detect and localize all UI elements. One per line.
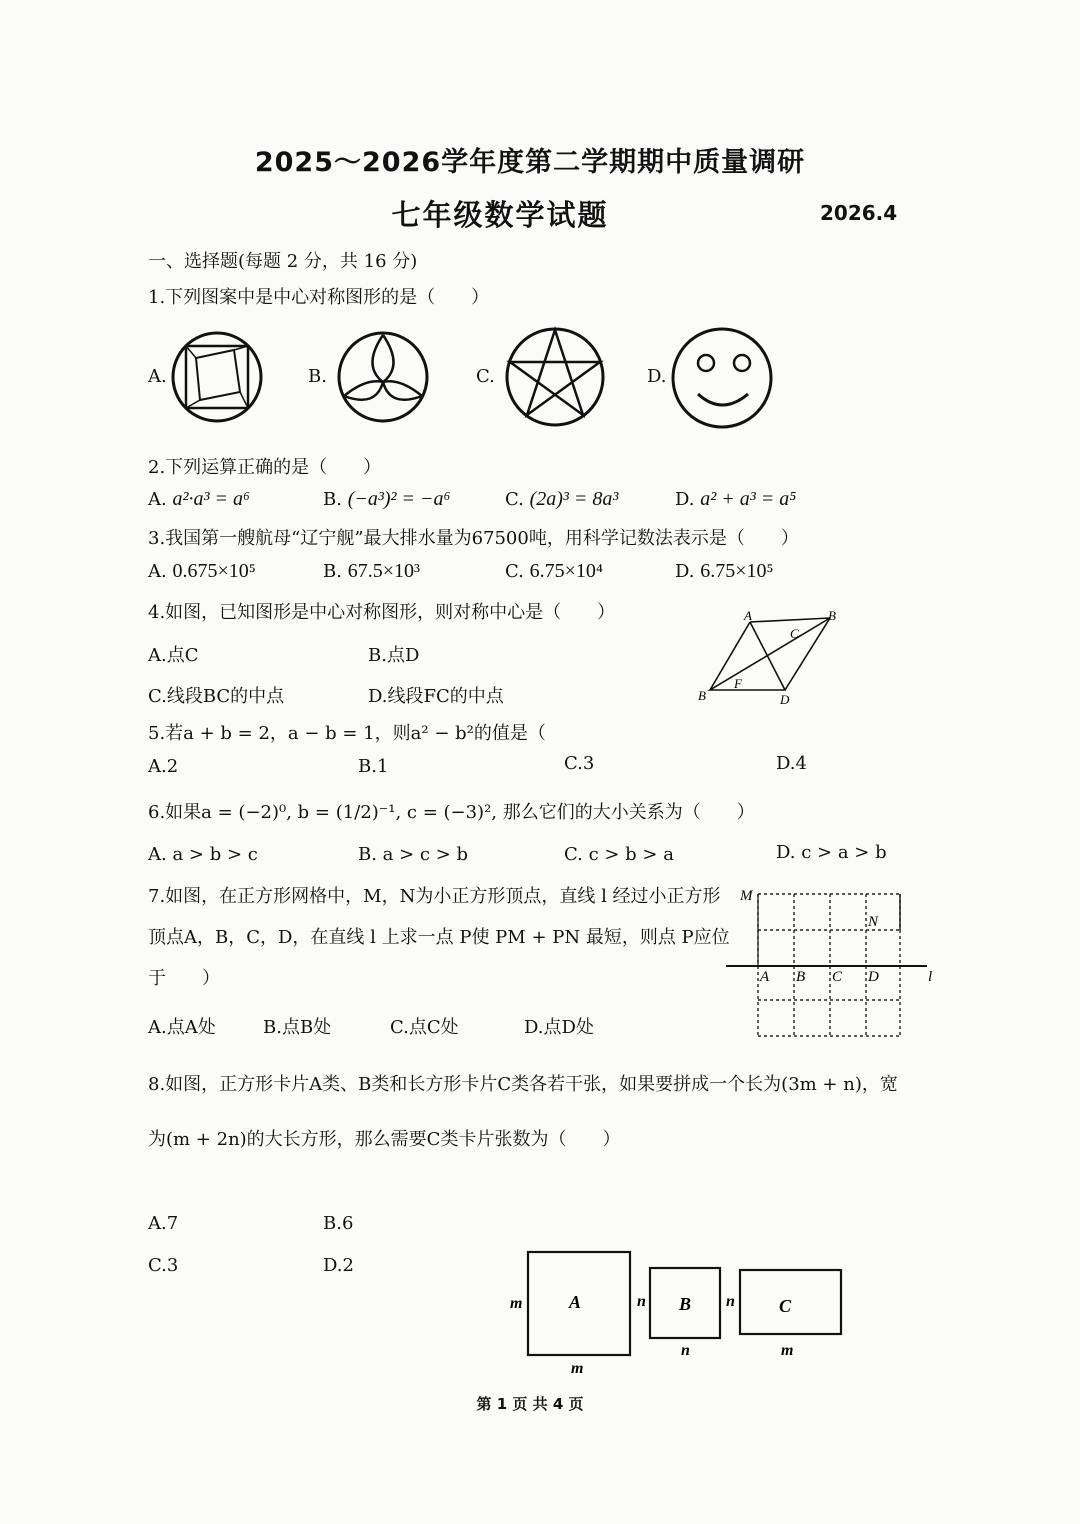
q2-d-expr: a² + a³ = a⁵ [700, 488, 797, 510]
q7-label-n: N [868, 914, 879, 930]
q1-option-d[interactable]: D. [647, 366, 667, 387]
q2-b-expr: (−a³)² = −a⁶ [347, 488, 451, 510]
q2-option-c[interactable] [505, 488, 618, 511]
q7-option-b[interactable]: B.点B处 [263, 1017, 332, 1038]
q4-stem: 4.如图，已知图形是中心对称图形，则对称中心是（ ） [148, 602, 616, 623]
q7-line2: 顶点A，B，C，D，在直线 l 上求一点 P使 PM + PN 最短，则点 P应位 [148, 927, 730, 948]
q7-line3: 于 ） [148, 968, 220, 989]
q2-a-expr: a²·a³ = a⁶ [172, 488, 250, 510]
q8-label-b: B [679, 1294, 692, 1314]
q1-figure-a [170, 330, 264, 424]
exam-date: 2026.4 [820, 201, 898, 225]
q4-figure [690, 604, 850, 710]
q3-option-c[interactable] [505, 560, 603, 583]
q6-stem: 6.如果a = (−2)⁰, b = (1/2)⁻¹, c = (−3)², 那么它们的大小关系为（ ） [148, 802, 755, 823]
q1-figure-d [670, 326, 774, 430]
q3-option-a[interactable] [148, 560, 256, 583]
q1-figure-b [336, 330, 430, 424]
q2-d-label: D. [675, 489, 695, 510]
q7-label-d: D [868, 969, 879, 985]
q6-option-c[interactable]: C. c > b > a [564, 844, 674, 865]
q4-option-b[interactable]: B.点D [368, 645, 420, 666]
q4-label-c: C [790, 626, 799, 641]
q8-option-c[interactable]: C.3 [148, 1255, 179, 1276]
q7-option-d[interactable]: D.点D处 [524, 1017, 594, 1038]
q2-option-a[interactable] [148, 488, 250, 511]
q2-a-label: A. [148, 489, 167, 510]
q4-label-f: F [734, 676, 742, 691]
q8-label-c-side: n [726, 1293, 735, 1310]
q7-label-b: B [796, 969, 806, 985]
q8-option-d[interactable]: D.2 [323, 1255, 354, 1276]
q3-a-label: A. [148, 561, 167, 582]
q5-option-c[interactable]: C.3 [564, 753, 595, 774]
q5-stem: 5.若a + b = 2，a − b = 1，则a² − b²的值是（ [148, 723, 546, 744]
q3-a-expr: 0.675×10⁵ [172, 560, 256, 582]
q1-option-c[interactable]: C. [476, 366, 495, 387]
q2-c-expr: (2a)³ = 8a³ [529, 488, 619, 510]
q3-b-label: B. [323, 561, 342, 582]
q3-b-expr: 67.5×10³ [347, 560, 420, 582]
q6-option-d[interactable]: D. c > a > b [776, 842, 887, 863]
q7-grid-figure [722, 880, 942, 1040]
q5-option-a[interactable]: A.2 [148, 756, 179, 777]
q2-option-d[interactable] [675, 488, 796, 511]
q8-label-a-bottom: m [571, 1360, 584, 1377]
q8-label-b-side: n [637, 1293, 646, 1310]
q3-d-label: D. [675, 561, 695, 582]
q8-label-a-side: m [510, 1295, 523, 1312]
q1-figure-c [504, 326, 606, 428]
q3-option-d[interactable] [675, 560, 774, 583]
q4-label-d: D [780, 692, 790, 707]
q8-option-b[interactable]: B.6 [323, 1213, 354, 1234]
q7-line1: 7.如图，在正方形网格中，M，N为小正方形顶点，直线 l 经过小正方形 [148, 886, 721, 907]
q8-label-c-bottom: m [781, 1342, 794, 1359]
q8-option-a[interactable]: A.7 [148, 1213, 179, 1234]
q8-line1: 8.如图，正方形卡片A类、B类和长方形卡片C类各若干张，如果要拼成一个长为(3m + n)，宽 [148, 1074, 898, 1095]
exam-title: 2025～2026学年度第二学期期中质量调研 [254, 147, 806, 178]
q7-label-a: A [760, 969, 770, 985]
q3-stem: 3.我国第一艘航母“辽宁舰”最大排水量为67500吨，用科学记数法表示是（ ） [148, 528, 799, 549]
q3-d-expr: 6.75×10⁵ [700, 560, 774, 582]
q7-label-l: l [928, 969, 933, 985]
q4-label-b-top: B [828, 608, 836, 623]
q7-label-m: M [740, 888, 753, 904]
q8-cards-figure [505, 1248, 850, 1378]
q3-option-b[interactable] [323, 560, 420, 583]
q2-option-b[interactable] [323, 488, 450, 511]
q1-stem: 1.下列图案中是中心对称图形的是（ ） [148, 287, 490, 308]
q8-label-b-bottom: n [681, 1342, 690, 1359]
q3-c-label: C. [505, 561, 524, 582]
q8-label-c: C [779, 1296, 792, 1316]
q4-option-c[interactable]: C.线段BC的中点 [148, 686, 285, 707]
q4-label-a: A [744, 608, 752, 623]
section-heading: 一、选择题(每题 2 分，共 16 分) [148, 251, 418, 272]
q2-stem: 2.下列运算正确的是（ ） [148, 457, 382, 478]
q6-option-b[interactable]: B. a > c > b [358, 844, 469, 865]
exam-subtitle: 七年级数学试题 [391, 198, 609, 232]
q2-c-label: C. [505, 489, 524, 510]
q8-label-a: A [569, 1292, 582, 1312]
q5-option-b[interactable]: B.1 [358, 756, 389, 777]
q4-label-b-bottom: B [698, 688, 706, 703]
q6-option-a[interactable]: A. a > b > c [148, 844, 258, 865]
q7-label-c: C [832, 969, 843, 985]
q1-option-a[interactable]: A. [148, 366, 167, 387]
q7-option-a[interactable]: A.点A处 [148, 1017, 216, 1038]
q7-option-c[interactable]: C.点C处 [390, 1017, 459, 1038]
q2-b-label: B. [323, 489, 342, 510]
q4-option-d[interactable]: D.线段FC的中点 [368, 686, 504, 707]
q4-option-a[interactable]: A.点C [148, 645, 199, 666]
q5-option-d[interactable]: D.4 [776, 753, 807, 774]
q3-c-expr: 6.75×10⁴ [529, 560, 603, 582]
page-footer: 第 1 页 共 4 页 [476, 1395, 584, 1413]
q1-option-b[interactable]: B. [308, 366, 327, 387]
q8-line2: 为(m + 2n)的大长方形，那么需要C类卡片张数为（ ） [148, 1129, 621, 1150]
